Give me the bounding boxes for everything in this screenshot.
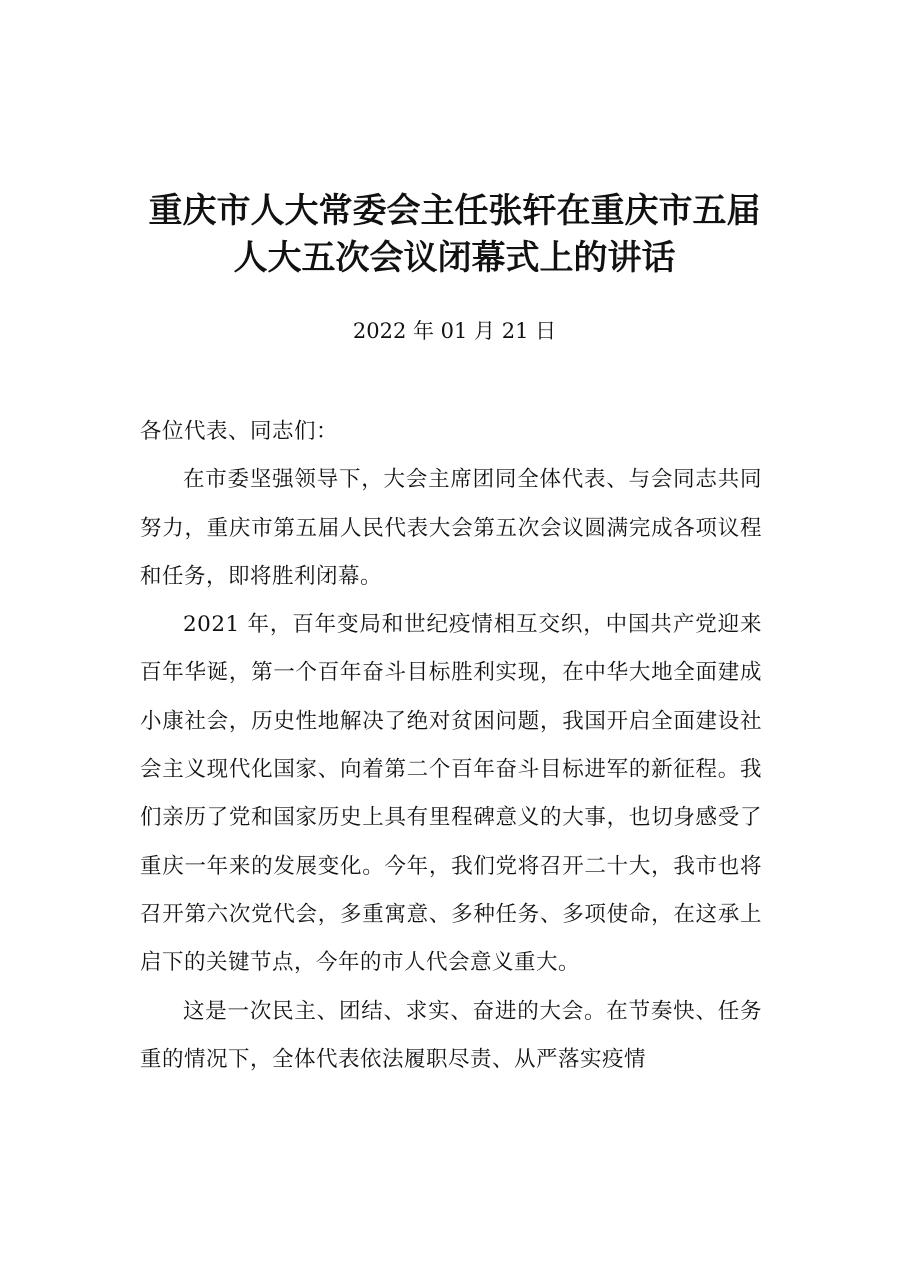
title-line-2: 人大五次会议闭幕式上的讲话 (233, 238, 676, 278)
title-line-1: 重庆市人大常委会主任张轩在重庆市五届 (148, 191, 761, 231)
paragraph-2: 2021 年，百年变局和世纪疫情相互交织，中国共产党迎来百年华诞，第一个百年奋斗目标胜利实现，在中华大地全面建成小康社会，历史性地解决了绝对贫困问题，我国开启全面建设社会主义现代化国家、向着第二个百年奋斗目标进军的新征程。我们亲历了党和国家历史上具有里程碑意义的大事，也切身感受了重庆一年来的发展变化。今年，我们党将召开二十大，我市也将召开第六次党代会，多重寓意、多种任务、多项使命，在这承上启下的关键节点，今年的市人代会意义重大。 (140, 612, 762, 976)
document-title (0, 188, 909, 282)
document-body (140, 408, 762, 1084)
document-date: 2022 年 01 月 21 日 (352, 319, 557, 343)
paragraph-3: 这是一次民主、团结、求实、奋进的大会。在节奏快、任务重的情况下，全体代表依法履职尽责、从严落实疫情 (140, 998, 762, 1072)
salutation: 各位代表、同志们： (140, 419, 339, 444)
paragraph-1: 在市委坚强领导下，大会主席团同全体代表、与会同志共同努力，重庆市第五届人民代表大会第五次会议圆满完成各项议程和任务，即将胜利闭幕。 (140, 467, 762, 589)
